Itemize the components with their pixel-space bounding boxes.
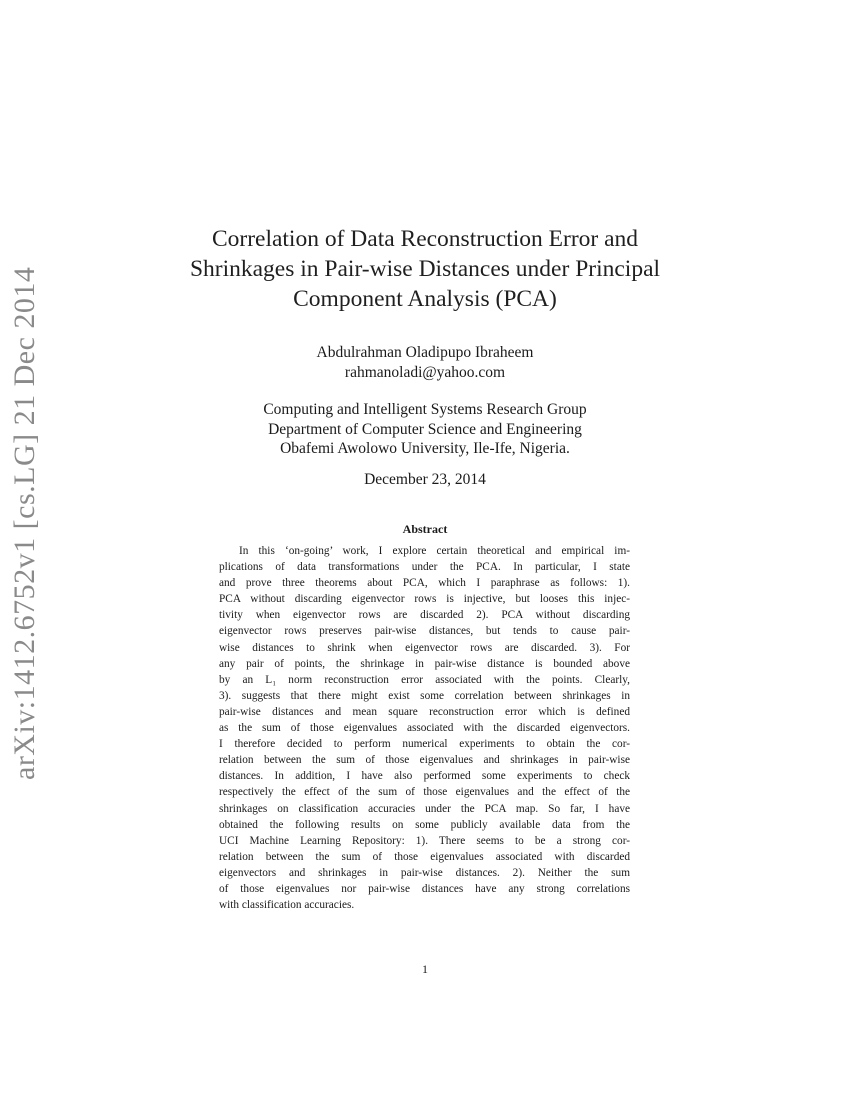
- paper-title: [150, 224, 700, 314]
- abstract-line: obtained the following results on some publicly available data from the: [219, 818, 630, 831]
- abstract-line: In this ‘on-going’ work, I explore certain theoretical and empirical im-: [239, 545, 630, 557]
- abstract-line: wise distances to shrink when eigenvector rows are discarded. 3). For: [219, 641, 630, 654]
- arxiv-identifier-stamp: arXiv:1412.6752v1 [cs.LG] 21 Dec 2014: [8, 266, 41, 780]
- abstract-body: [219, 543, 630, 913]
- abstract-line: of those eigenvalues nor pair-wise distances have any strong correlations: [219, 882, 630, 895]
- abstract-line: and prove three theorems about PCA, which I paraphrase as follows: 1).: [219, 577, 630, 590]
- abstract-line: pair-wise distances and mean square reconstruction error which is defined: [219, 705, 630, 718]
- abstract-line: shrinkages on classification accuracies under the PCA map. So far, I have: [219, 802, 630, 815]
- affiliation-line: Obafemi Awolowo University, Ile-Ife, Nigeria.: [280, 440, 570, 457]
- abstract-line: UCI Machine Learning Repository: 1). There seems to be a strong cor-: [219, 834, 630, 847]
- abstract-line: I therefore decided to perform numerical experiments to obtain the cor-: [219, 738, 630, 751]
- abstract-line: eigenvector rows preserves pair-wise distances, but tends to cause pair-: [219, 625, 630, 638]
- title-line: Shrinkages in Pair-wise Distances under Principal: [189, 256, 661, 282]
- abstract-line: respectively the effect of the sum of those eigenvalues and the effect of the: [219, 786, 630, 799]
- author-block: [200, 343, 650, 383]
- author-name: Abdulrahman Oladipupo Ibraheem: [316, 344, 534, 361]
- abstract-line: PCA without discarding eigenvector rows is injective, but looses this injec-: [219, 593, 630, 606]
- abstract-line: distances. In addition, I have also performed some experiments to check: [219, 770, 630, 783]
- title-line: Correlation of Data Reconstruction Error and: [211, 226, 639, 252]
- abstract-line: as the sum of those eigenvalues associated with the discarded eigenvectors.: [219, 722, 630, 735]
- abstract-line: 3). suggests that there might exist some correlation between shrinkages in: [219, 689, 630, 702]
- affiliation-line: Computing and Intelligent Systems Research Group: [263, 401, 587, 418]
- abstract-line: tivity when eigenvector rows are discarded 2). PCA without discarding: [219, 609, 630, 622]
- abstract-heading: Abstract: [402, 522, 448, 536]
- paper-date: December 23, 2014: [364, 471, 486, 488]
- page-number: 1: [422, 962, 428, 976]
- abstract-line: eigenvectors and shrinkages in pair-wise distances. 2). Neither the sum: [219, 866, 630, 879]
- abstract-line: any pair of points, the shrinkage in pair-wise distance is bounded above: [219, 657, 630, 670]
- affiliation-line: Department of Computer Science and Engineering: [268, 420, 582, 438]
- abstract-line: relation between the sum of those eigenvalues associated with discarded: [219, 850, 630, 863]
- title-line: Component Analysis (PCA): [293, 286, 557, 312]
- abstract-line: by an L₁ norm reconstruction error associated with the points. Clearly,: [219, 673, 630, 686]
- abstract-line: with classification accuracies.: [219, 899, 355, 912]
- affiliation-block: [200, 400, 650, 459]
- abstract-line: relation between the sum of those eigenvalues and shrinkages in pair-wise: [219, 754, 630, 767]
- abstract-line: plications of data transformations under the PCA. In particular, I state: [219, 561, 630, 574]
- author-email: rahmanoladi@yahoo.com: [344, 364, 506, 381]
